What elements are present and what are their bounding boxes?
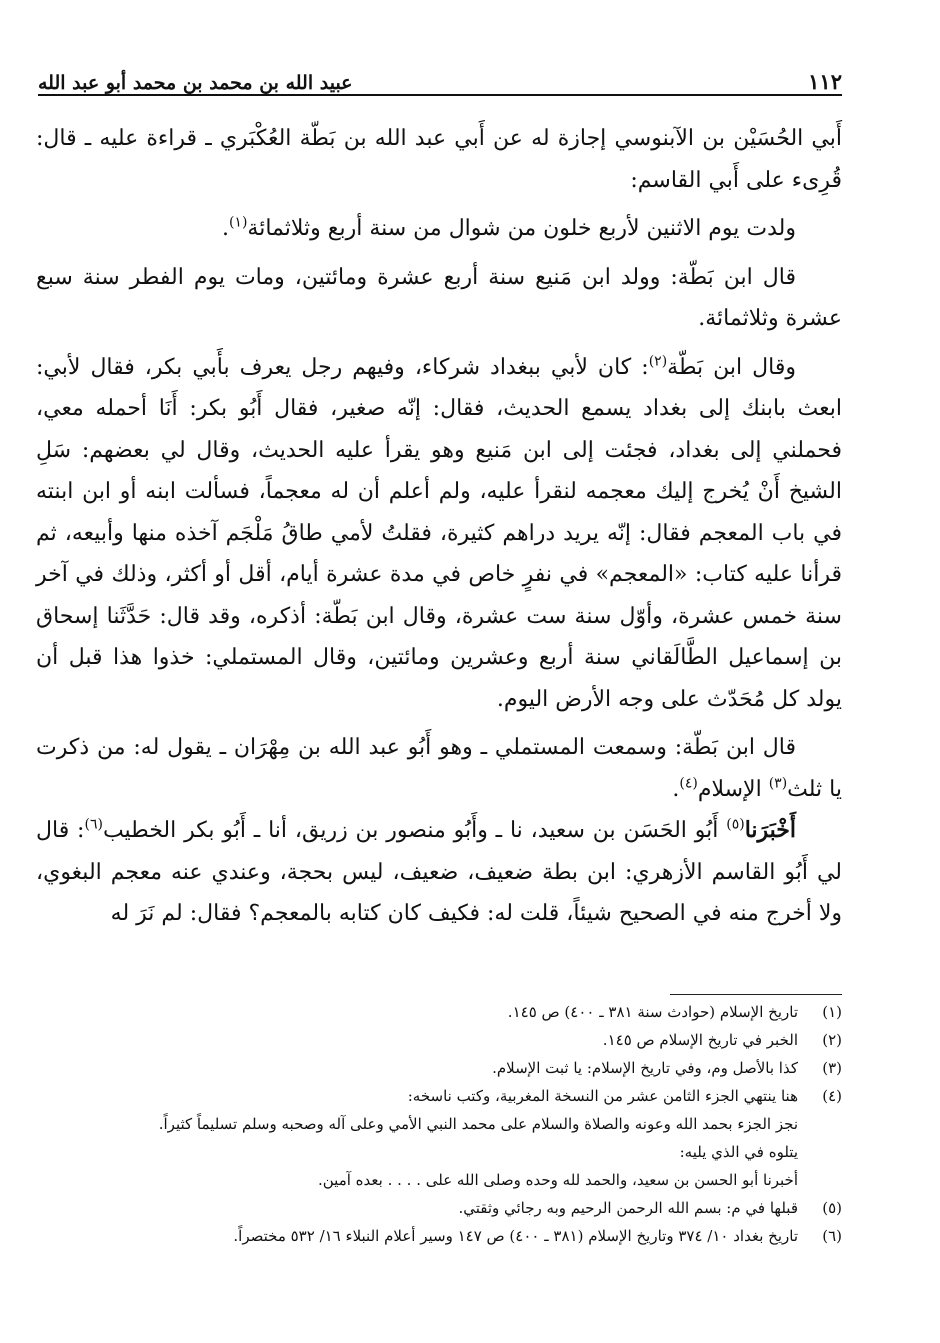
paragraph-5-mid: الإسلام bbox=[697, 776, 769, 802]
footnote-3 bbox=[60, 1054, 842, 1082]
footnote-4 bbox=[60, 1082, 842, 1110]
footnote-1 bbox=[60, 998, 842, 1026]
footnote-text: تاريخ بغداد ١٠/ ٣٧٤ وتاريخ الإسلام (٣٨١ ـ ٤٠٠) ص ١٤٧ وسير أعلام النبلاء ١٦/ ٥٣٢ مختصراً. bbox=[233, 1227, 798, 1245]
paragraph-1 bbox=[36, 118, 842, 201]
footnote-ref-2[interactable]: (٢) bbox=[648, 353, 668, 370]
footnote-number: (٥) bbox=[822, 1199, 842, 1217]
footnote-ref-3[interactable]: (٣) bbox=[768, 775, 788, 792]
footnote-number: (١) bbox=[822, 1003, 842, 1021]
footnote-number: (٤) bbox=[822, 1087, 842, 1105]
main-text bbox=[36, 118, 842, 935]
footnote-number: (٣) bbox=[822, 1059, 842, 1077]
footnote-2 bbox=[60, 1026, 842, 1054]
running-title: عبيد الله بن محمد بن محمد أبو عبد الله bbox=[38, 72, 353, 94]
paragraph-4-text: : كان لأبي ببغداد شركاء، وفيهم رجل يعرف بأَبي بكر، فقال لأبي: ابعث بابنك إلى بغداد يسمع الحديث، فقال: إنّه صغير، فقال أَبُو بكر: أَنَا أحمله معي، فحملني إلى بغداد، فجئت إلى ابن مَنيع وهو يقرأ عليه الحديث، وقال لي بعضهم: سَلِ الشيخ أَنْ يُخرج إليك معجمه لنقرأ عليه، ولم أعلم أن له معجماً، فسألت ابنه أو ابن ابنته في باب المعجم فقال: إنّه يريد دراهم كثيرة، فقلتُ لأمي طاقُ مَلْجَم آخذه منها وأبيعه، ثم قرأنا عليه كتاب: «المعجم» في نفرٍ خاص في مدة عشرة أيام، أقل أو أكثر، وذلك في آخر سنة خمس عشرة، وأوّل سنة ست عشرة، وقال ابن بَطّة: أذكره، وقد قال: حَدَّثَنا إسحاق بن إسماعيل الطَّالَقاني سنة أربع وعشرين ومائتين، وقال المستملي: خذوا هذا قبل أن يولد كل مُحَدّث على وجه الأرض اليوم. bbox=[36, 354, 842, 712]
footnote-ref-5[interactable]: (٥) bbox=[726, 816, 745, 833]
paragraph-2 bbox=[36, 208, 842, 250]
footnote-text: كذا بالأصل وم، وفي تاريخ الإسلام: يا ثبت الإسلام. bbox=[492, 1059, 798, 1077]
footnote-4-continuation: نجز الجزء بحمد الله وعونه والصلاة والسلام على محمد النبي الأمي وعلى آله وصحبه وسلم تسليماً كثيراً. bbox=[158, 1115, 798, 1133]
footnote-5 bbox=[60, 1194, 842, 1222]
header-rule bbox=[38, 94, 842, 96]
paragraph-5-start: قال ابن بَطّة: وسمعت المستملي ـ وهو أَبُو عبد الله بن مِهْرَان ـ يقول له: من ذكرت يا ثلث bbox=[36, 735, 842, 802]
paragraph-3 bbox=[36, 257, 842, 340]
paragraph-1-text: أَبي الحُسَيْن بن الآبنوسي إجازة له عن أَبي عبد الله بن بَطّة العُكْبَري ـ قراءة عليه ـ قال: قُرِىء على أَبي القاسم: bbox=[36, 126, 842, 193]
paragraph-5-end: . bbox=[672, 776, 680, 802]
footnote-text: هنا ينتهي الجزء الثامن عشر من النسخة المغربية، وكتب ناسخه: bbox=[407, 1087, 798, 1105]
footnote-separator bbox=[670, 994, 842, 995]
paragraph-6-text: : قال لي أَبُو القاسم الأزهري: ابن بطة ضعيف، ضعيف، ليس بحجة، وعندي عنه معجم البغوي، ولا أخرج منه في الصحيح شيئاً، قلت له: فكيف كان كتابه بالمعجم؟ فقال: لم نَرَ له bbox=[36, 818, 842, 926]
footnote-ref-1[interactable]: (١) bbox=[228, 214, 248, 231]
page-number: ١١٢ bbox=[808, 69, 842, 94]
footnote-number: (٦) bbox=[822, 1227, 842, 1245]
paragraph-6-lead: أَخْبَرَنا bbox=[744, 817, 797, 843]
paragraph-3-text: قال ابن بَطّة: وولد ابن مَنيع سنة أربع عشرة ومائتين، ومات يوم الفطر سنة سبع عشرة وثلاثمائة. bbox=[36, 264, 842, 331]
footnote-number: (٢) bbox=[822, 1031, 842, 1049]
footnote-text: تاريخ الإسلام (حوادث سنة ٣٨١ ـ ٤٠٠) ص ١٤٥. bbox=[507, 1003, 798, 1021]
paragraph-2-end: . bbox=[221, 216, 229, 241]
footnote-4-continuation: أخبرنا أبو الحسن بن سعيد، والحمد لله وحده وصلى الله على . . . . بعده آمين. bbox=[317, 1171, 798, 1189]
paragraph-5 bbox=[36, 727, 842, 810]
paragraph-2-text: ولدت يوم الاثنين لأربع خلون من شوال من سنة أربع وثلاثمائة bbox=[247, 216, 796, 241]
footnote-text: الخبر في تاريخ الإسلام ص ١٤٥. bbox=[602, 1031, 798, 1049]
footnote-ref-4[interactable]: (٤) bbox=[679, 775, 698, 792]
footnote-4-continuation: يتلوه في الذي يليه: bbox=[679, 1143, 798, 1161]
page-header bbox=[38, 54, 842, 94]
paragraph-4-start: وقال ابن بَطّة bbox=[667, 354, 796, 380]
paragraph-6-mid: أَبُو الحَسَن بن سعيد، نا ـ وأَبُو منصور بن زريق، أنا ـ أَبُو بكر الخطيب bbox=[102, 818, 727, 843]
footnotes bbox=[60, 998, 842, 1250]
paragraph-6 bbox=[36, 810, 842, 935]
footnote-text: قبلها في م: بسم الله الرحمن الرحيم وبه رجائي وثقتي. bbox=[458, 1199, 798, 1217]
footnote-6 bbox=[60, 1222, 842, 1250]
paragraph-4 bbox=[36, 347, 842, 721]
footnote-ref-6[interactable]: (٦) bbox=[84, 816, 103, 833]
